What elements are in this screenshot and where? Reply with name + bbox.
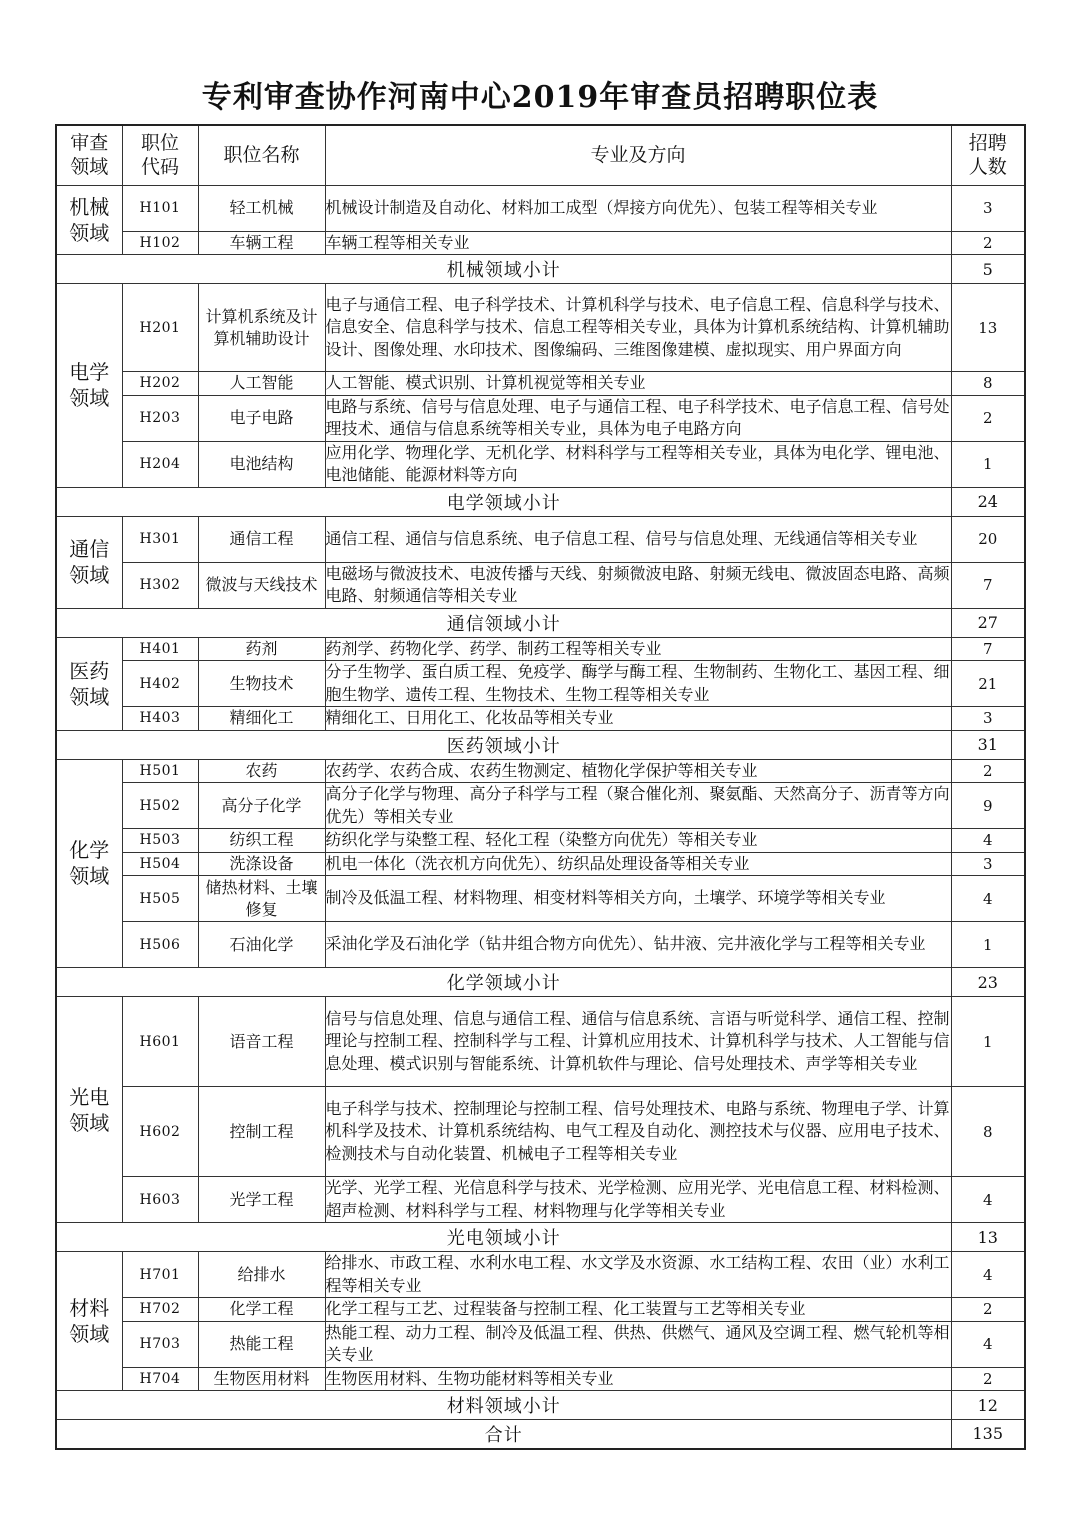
table-row [56,284,1025,372]
recruit-count: 1 [951,922,1025,968]
position-name: 车辆工程 [198,231,325,255]
position-code: H202 [122,372,198,396]
position-name: 热能工程 [198,1321,325,1367]
subtotal-row [56,487,1025,516]
recruit-count: 2 [951,395,1025,441]
major-direction: 生物医用材料、生物功能材料等相关专业 [325,1367,951,1391]
recruit-count: 9 [951,783,1025,829]
table-row [56,1252,1025,1298]
table-row [56,637,1025,661]
table-row [56,759,1025,783]
recruit-count: 13 [951,284,1025,372]
recruitment-table [55,124,1026,1450]
table-row [56,516,1025,562]
position-code: H102 [122,231,198,255]
table-row [56,395,1025,441]
header-code: 职位 代码 [122,125,198,185]
total-row [56,1420,1025,1449]
position-name: 高分子化学 [198,783,325,829]
recruit-count: 1 [951,441,1025,487]
recruit-count: 2 [951,759,1025,783]
table-row [56,1321,1025,1367]
position-code: H302 [122,562,198,608]
header-field: 审查 领域 [56,125,122,185]
subtotal-label: 机械领域小计 [56,255,951,284]
major-direction: 高分子化学与物理、高分子科学与工程（聚合催化剂、聚氨酯、天然高分子、沥青等方向优先）等相关专业 [325,783,951,829]
subtotal-count: 5 [951,255,1025,284]
position-name: 石油化学 [198,922,325,968]
major-direction: 电路与系统、信号与信息处理、电子与通信工程、电子科学技术、电子信息工程、信号处理技术、通信与信息系统等相关专业，具体为电子电路方向 [325,395,951,441]
position-name: 精细化工 [198,707,325,731]
position-code: H704 [122,1367,198,1391]
subtotal-row [56,1391,1025,1420]
recruit-count: 8 [951,1087,1025,1177]
subtotal-count: 31 [951,730,1025,759]
recruit-count: 4 [951,1252,1025,1298]
position-code: H204 [122,441,198,487]
position-code: H505 [122,876,198,922]
position-code: H101 [122,185,198,231]
table-row [56,1177,1025,1223]
table-row [56,562,1025,608]
table-row [56,783,1025,829]
major-direction: 车辆工程等相关专业 [325,231,951,255]
field-cell: 光电 领域 [56,997,122,1223]
subtotal-row [56,1223,1025,1252]
position-name: 轻工机械 [198,185,325,231]
position-code: H503 [122,829,198,853]
recruit-count: 3 [951,185,1025,231]
position-code: H301 [122,516,198,562]
recruit-count: 4 [951,876,1025,922]
recruit-count: 3 [951,852,1025,876]
position-code: H701 [122,1252,198,1298]
recruit-count: 4 [951,829,1025,853]
recruit-count: 1 [951,997,1025,1087]
subtotal-count: 23 [951,968,1025,997]
position-name: 给排水 [198,1252,325,1298]
position-name: 通信工程 [198,516,325,562]
recruit-count: 4 [951,1321,1025,1367]
subtotal-row [56,968,1025,997]
field-cell: 医药 领域 [56,637,122,730]
header-name: 职位名称 [198,125,325,185]
major-direction: 热能工程、动力工程、制冷及低温工程、供热、供燃气、通风及空调工程、燃气轮机等相关专业 [325,1321,951,1367]
position-code: H504 [122,852,198,876]
table-row [56,922,1025,968]
subtotal-label: 化学领域小计 [56,968,951,997]
major-direction: 精细化工、日用化工、化妆品等相关专业 [325,707,951,731]
major-direction: 机械设计制造及自动化、材料加工成型（焊接方向优先）、包装工程等相关专业 [325,185,951,231]
major-direction: 纺织化学与染整工程、轻化工程（染整方向优先）等相关专业 [325,829,951,853]
position-name: 人工智能 [198,372,325,396]
major-direction: 光学、光学工程、光信息科学与技术、光学检测、应用光学、光电信息工程、材料检测、超声检测、材料科学与工程、材料物理与化学等相关专业 [325,1177,951,1223]
table-row [56,661,1025,707]
table-row [56,707,1025,731]
subtotal-label: 医药领域小计 [56,730,951,759]
position-code: H401 [122,637,198,661]
major-direction: 通信工程、通信与信息系统、电子信息工程、信号与信息处理、无线通信等相关专业 [325,516,951,562]
position-code: H703 [122,1321,198,1367]
table-row [56,829,1025,853]
position-name: 洗涤设备 [198,852,325,876]
position-code: H201 [122,284,198,372]
major-direction: 农药学、农药合成、农药生物测定、植物化学保护等相关专业 [325,759,951,783]
position-code: H402 [122,661,198,707]
position-code: H601 [122,997,198,1087]
recruit-count: 4 [951,1177,1025,1223]
table-row [56,876,1025,922]
subtotal-count: 13 [951,1223,1025,1252]
table-row [56,997,1025,1087]
recruit-count: 8 [951,372,1025,396]
major-direction: 采油化学及石油化学（钻井组合物方向优先）、钻井液、完井液化学与工程等相关专业 [325,922,951,968]
subtotal-count: 27 [951,608,1025,637]
major-direction: 制冷及低温工程、材料物理、相变材料等相关方向，土壤学、环境学等相关专业 [325,876,951,922]
subtotal-label: 光电领域小计 [56,1223,951,1252]
header-spec: 专业及方向 [325,125,951,185]
major-direction: 药剂学、药物化学、药学、制药工程等相关专业 [325,637,951,661]
recruit-count: 21 [951,661,1025,707]
major-direction: 分子生物学、蛋白质工程、免疫学、酶学与酶工程、生物制药、生物化工、基因工程、细胞生物学、遗传工程、生物技术、生物工程等相关专业 [325,661,951,707]
position-name: 化学工程 [198,1298,325,1322]
major-direction: 给排水、市政工程、水利水电工程、水文学及水资源、水工结构工程、农田（业）水利工程等相关专业 [325,1252,951,1298]
major-direction: 电磁场与微波技术、电波传播与天线、射频微波电路、射频无线电、微波固态电路、高频电路、射频通信等相关专业 [325,562,951,608]
major-direction: 应用化学、物理化学、无机化学、材料科学与工程等相关专业，具体为电化学、锂电池、电池储能、能源材料等方向 [325,441,951,487]
subtotal-label: 通信领域小计 [56,608,951,637]
total-label: 合计 [56,1420,951,1449]
position-name: 光学工程 [198,1177,325,1223]
subtotal-row [56,730,1025,759]
subtotal-count: 12 [951,1391,1025,1420]
major-direction: 电子与通信工程、电子科学技术、计算机科学与技术、电子信息工程、信息科学与技术、信息安全、信息科学与技术、信息工程等相关专业，具体为计算机系统结构、计算机辅助设计、图像处理、水印技术、图像编码、三维图像建模、虚拟现实、用户界面方向 [325,284,951,372]
recruit-count: 2 [951,1367,1025,1391]
header-row [56,125,1025,185]
subtotal-label: 材料领域小计 [56,1391,951,1420]
position-name: 电子电路 [198,395,325,441]
position-name: 生物医用材料 [198,1367,325,1391]
table-row [56,1298,1025,1322]
recruit-count: 3 [951,707,1025,731]
header-count: 招聘 人数 [951,125,1025,185]
position-name: 生物技术 [198,661,325,707]
position-code: H203 [122,395,198,441]
position-name: 语音工程 [198,997,325,1087]
total-count: 135 [951,1420,1025,1449]
table-row [56,231,1025,255]
field-cell: 通信 领域 [56,516,122,608]
table-row [56,1087,1025,1177]
recruit-count: 7 [951,637,1025,661]
position-code: H602 [122,1087,198,1177]
table-row [56,441,1025,487]
subtotal-row [56,255,1025,284]
recruit-count: 2 [951,1298,1025,1322]
recruit-count: 20 [951,516,1025,562]
table-row [56,852,1025,876]
page-title: 专利审查协作河南中心2019年审查员招聘职位表 [201,80,879,115]
major-direction: 信号与信息处理、信息与通信工程、通信与信息系统、言语与听觉科学、通信工程、控制理论与控制工程、控制科学与工程、计算机应用技术、计算机科学与技术、人工智能与信息处理、模式识别与智能系统、计算机软件与理论、信号处理技术、声学等相关专业 [325,997,951,1087]
position-name: 药剂 [198,637,325,661]
subtotal-label: 电学领域小计 [56,487,951,516]
position-code: H501 [122,759,198,783]
position-name: 纺织工程 [198,829,325,853]
table-row [56,185,1025,231]
position-code: H603 [122,1177,198,1223]
position-code: H502 [122,783,198,829]
position-name: 电池结构 [198,441,325,487]
major-direction: 电子科学与技术、控制理论与控制工程、信号处理技术、电路与系统、物理电子学、计算机科学及技术、计算机系统结构、电气工程及自动化、测控技术与仪器、应用电子技术、检测技术与自动化装置、机械电子工程等相关专业 [325,1087,951,1177]
field-cell: 化学 领域 [56,759,122,968]
position-code: H702 [122,1298,198,1322]
table-body [56,185,1025,1449]
field-cell: 机械 领域 [56,185,122,255]
recruit-count: 2 [951,231,1025,255]
major-direction: 机电一体化（洗衣机方向优先）、纺织品处理设备等相关专业 [325,852,951,876]
subtotal-count: 24 [951,487,1025,516]
table-row [56,1367,1025,1391]
position-name: 微波与天线技术 [198,562,325,608]
position-code: H506 [122,922,198,968]
table-row [56,372,1025,396]
recruit-count: 7 [951,562,1025,608]
position-code: H403 [122,707,198,731]
major-direction: 人工智能、模式识别、计算机视觉等相关专业 [325,372,951,396]
position-name: 计算机系统及计算机辅助设计 [198,284,325,372]
field-cell: 电学 领域 [56,284,122,488]
position-name: 储热材料、土壤修复 [198,876,325,922]
position-name: 控制工程 [198,1087,325,1177]
major-direction: 化学工程与工艺、过程装备与控制工程、化工装置与工艺等相关专业 [325,1298,951,1322]
field-cell: 材料 领域 [56,1252,122,1391]
position-name: 农药 [198,759,325,783]
subtotal-row [56,608,1025,637]
